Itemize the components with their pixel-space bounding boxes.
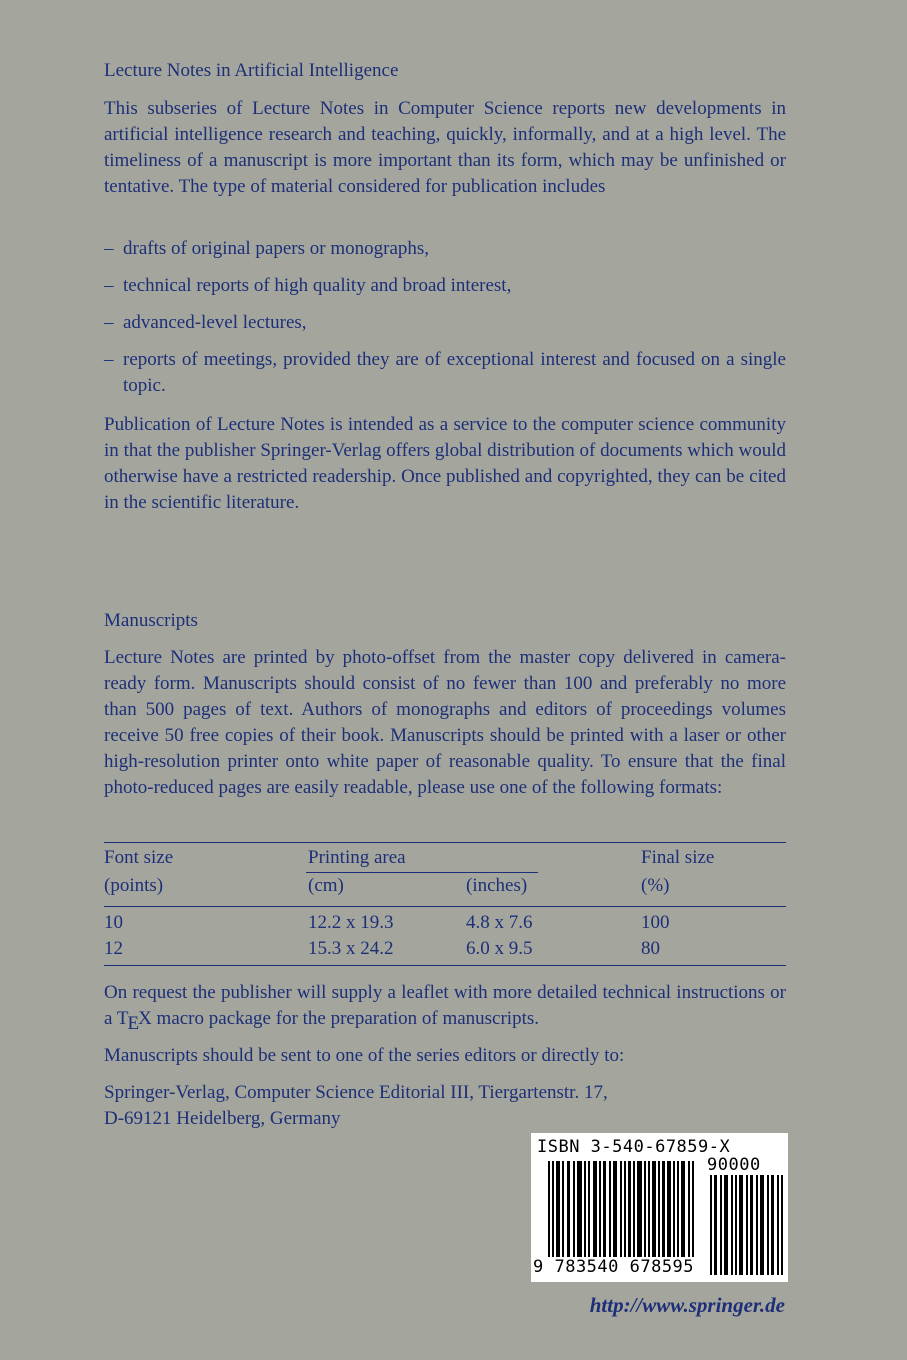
isbn-label: ISBN 3-540-67859-X [537,1137,731,1157]
list-item: – advanced-level lectures, [104,310,786,336]
barcode-bars-icon [548,1161,698,1269]
row1-font: 10 [104,912,123,933]
address-line-2: D-69121 Heidelberg, Germany [104,1108,341,1129]
row1-cm: 12.2 x 19.3 [308,912,394,933]
addon-bars-icon [710,1175,784,1275]
service-paragraph: Publication of Lecture Notes is intended as a service to the computer science community in that the publisher Springer-Verlag offers global distribution of documents which would otherwise have a restricted readership. Once published and copyrighted, they can be cited in the scientific literature. [104,414,786,513]
header-cm: (cm) [308,875,344,896]
table-rule-mid [104,906,786,907]
header-font-size: Font size [104,847,174,868]
list-item: – technical reports of high quality and broad interest, [104,273,786,299]
tex-e: E [127,1013,140,1034]
request-text-end: X macro package for the preparation of manuscripts. [138,1008,540,1029]
ean-number: 9 783540 678595 [533,1257,695,1277]
request-text-start: On request the publisher will supply a leaflet with more detailed technical instructions or a T [104,982,786,1029]
request-paragraph [104,980,786,1032]
list-item: – drafts of original papers or monographs, [104,236,786,262]
address-line-1: Springer-Verlag, Computer Science Editorial III, Tiergartenstr. 17, [104,1082,608,1103]
row2-font: 12 [104,938,123,959]
series-intro: This subseries of Lecture Notes in Computer Science reports new developments in artificial intelligence research and teaching, quickly, informally, and at a high level. The timeliness of a manuscript is more important than its form, which may be unfinished or tentative. The type of material considered for publication includes [104,98,786,197]
header-printing-area: Printing area [308,847,406,868]
row1-final: 100 [641,912,670,933]
table-rule-top [104,842,786,843]
row1-inches: 4.8 x 7.6 [466,912,533,933]
row2-final: 80 [641,938,660,959]
price-code: 90000 [707,1155,761,1175]
header-percent: (%) [641,875,670,896]
header-points: (points) [104,875,164,896]
header-final-size: Final size [641,847,715,868]
table-rule-sub [306,872,538,873]
send-line: Manuscripts should be sent to one of the series editors or directly to: [104,1045,625,1066]
publisher-url[interactable]: http://www.springer.de [589,1293,785,1317]
row2-cm: 15.3 x 24.2 [308,938,394,959]
manuscripts-body: Lecture Notes are printed by photo-offset from the master copy delivered in camera-ready form. Manuscripts should consist of no fewer than 100 and preferably no more than 500 pages of text. Authors of monographs and editors of proceedings volumes receive 50 free copies of their book. Manuscripts should be printed with a laser or other high-resolution printer onto white paper of reasonable quality. To ensure that the final photo-reduced pages are easily readable, please use one of the following formats: [104,647,786,798]
row2-inches: 6.0 x 9.5 [466,938,533,959]
header-inches: (inches) [466,875,528,896]
series-title: Lecture Notes in Artificial Intelligence [104,60,399,81]
table-rule-bottom [104,965,786,966]
manuscripts-title: Manuscripts [104,610,198,631]
list-item: – reports of meetings, provided they are of exceptional interest and focused on a single topic. [104,347,786,399]
material-list [104,236,786,399]
